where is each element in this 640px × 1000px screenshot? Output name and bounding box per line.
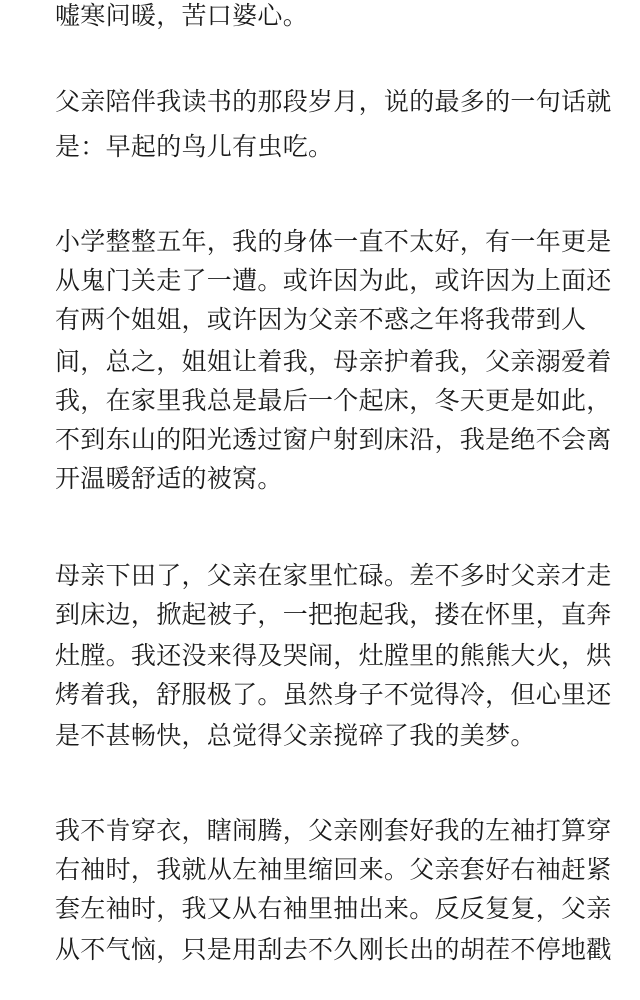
text-line: 右袖时，我就从左袖里缩回来。父亲套好右袖赶紧 xyxy=(55,855,612,884)
text-line: 我，在家里我总是最后一个起床，冬天更是如此， xyxy=(55,386,612,415)
text-line: 间，总之，姐姐让着我，母亲护着我，父亲溺爱着 xyxy=(55,347,612,376)
text-line: 从鬼门关走了一遭。或许因为此，或许因为上面还 xyxy=(55,266,612,295)
text-line: 有两个姐姐，或许因为父亲不惑之年将我带到人 xyxy=(55,305,587,334)
text-line: 灶膛。我还没来得及哭闹，灶膛里的熊熊大火，烘 xyxy=(55,641,612,670)
text-line: 到床边，掀起被子，一把抱起我，搂在怀里，直奔 xyxy=(55,600,612,629)
text-line: 是不甚畅快，总觉得父亲搅碎了我的美梦。 xyxy=(55,721,536,750)
text-line: 小学整整五年，我的身体一直不太好，有一年更是 xyxy=(55,227,612,256)
text-line: 从不气恼，只是用刮去不久刚长出的胡茬不停地戳 xyxy=(55,935,612,964)
text-line: 套左袖时，我又从右袖里抽出来。反反复复，父亲 xyxy=(55,894,612,923)
text-line: 父亲陪伴我读书的那段岁月，说的最多的一句话就 xyxy=(55,87,612,116)
text-line: 不到东山的阳光透过窗户射到床沿，我是绝不会离 xyxy=(55,425,612,454)
text-line: 嘘寒问暖，苦口婆心。 xyxy=(55,1,309,30)
text-line: 母亲下田了，父亲在家里忙碌。差不多时父亲才走 xyxy=(55,561,612,590)
text-line: 我不肯穿衣，瞎闹腾，父亲刚套好我的左袖打算穿 xyxy=(55,816,612,845)
text-line: 烤着我，舒服极了。虽然身子不觉得冷，但心里还 xyxy=(55,680,612,709)
text-line: 开温暖舒适的被窝。 xyxy=(55,464,283,493)
text-line: 是：早起的鸟儿有虫吃。 xyxy=(55,132,334,161)
